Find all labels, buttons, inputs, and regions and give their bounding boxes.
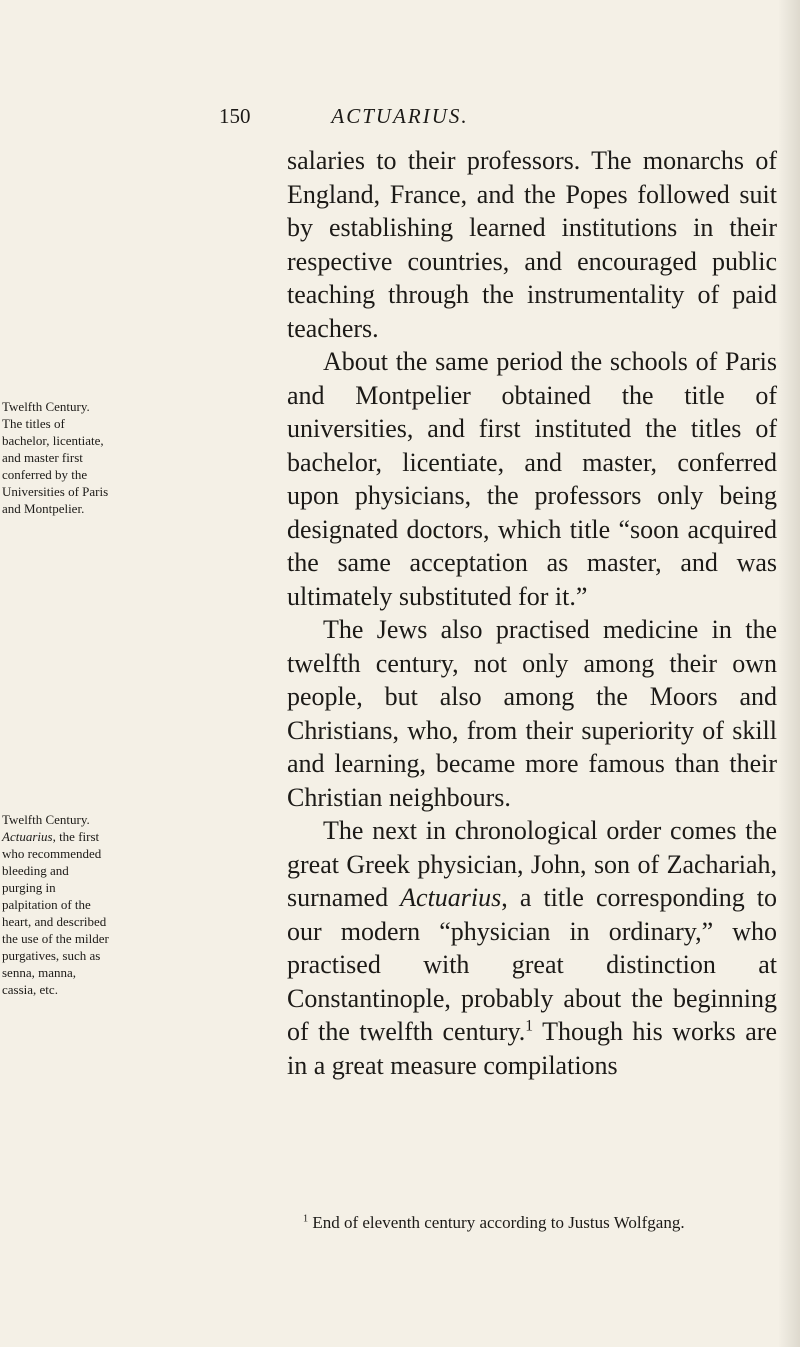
body-text [287, 144, 777, 1082]
footnote-reference: 1 [525, 1017, 534, 1035]
sidenote-2-italic: Actuarius [2, 829, 53, 844]
paragraph-4-middle: , a title corresponding to our modern “physician in ordinary,” who practised with great distinction at Constantinople, probably about the beginning of the twelfth century. [287, 883, 777, 1046]
paragraph-1: salaries to their professors. The monarchs of England, France, and the Popes followed suit by establishing learned institutions in their respective countries, and encouraged public teaching through the instrumentality of paid teachers. [287, 146, 777, 343]
sidenote-actuarius [2, 811, 110, 998]
paragraph-3: The Jews also practised medicine in the twelfth century, not only among their own people, but also among the Moors and Christians, who, from their superiority of skill and learning, became more famous than their Christian neighbours. [287, 615, 777, 812]
paragraph-4-end: Though his works are in a great measure compilations [287, 1017, 778, 1080]
sidenote-2-text: , the first who recommended bleeding and purging in palpitation of the heart, and described the use of the milder purgatives, such as senna, manna, cassia, etc. [2, 829, 109, 997]
paragraph-4 [287, 814, 777, 1082]
footnote-number: 1 [303, 1213, 309, 1225]
page-number: 150 [219, 104, 251, 128]
footnote-text: End of eleventh century according to Justus Wolfgang. [308, 1213, 685, 1232]
sidenote-1-text: The titles of bachelor, licentiate, and master first conferred by the Universities of Paris and Montpelier. [2, 416, 109, 516]
paragraph-2: About the same period the schools of Paris and Montpelier obtained the title of universities, and first instituted the titles of bachelor, licentiate, and master, conferred upon physicians, the professors only being designated doctors, which title “soon acquired the same acceptation as master, and was ultimately substituted for it.” [287, 347, 777, 611]
page-header [0, 104, 800, 140]
sidenote-1-label: Twelfth Century. [2, 399, 90, 414]
actuarius-name: Actuarius [400, 883, 502, 912]
sidenote-2-label: Twelfth Century. [2, 812, 90, 827]
sidenote-universities [2, 398, 110, 517]
paragraph-4-start: The next in chronological order comes the great Greek physician, John, son of Zachariah, surnamed [287, 816, 777, 912]
running-head: ACTUARIUS. [331, 104, 469, 128]
page-edge-shadow [778, 0, 800, 1347]
footnote [303, 1212, 783, 1234]
